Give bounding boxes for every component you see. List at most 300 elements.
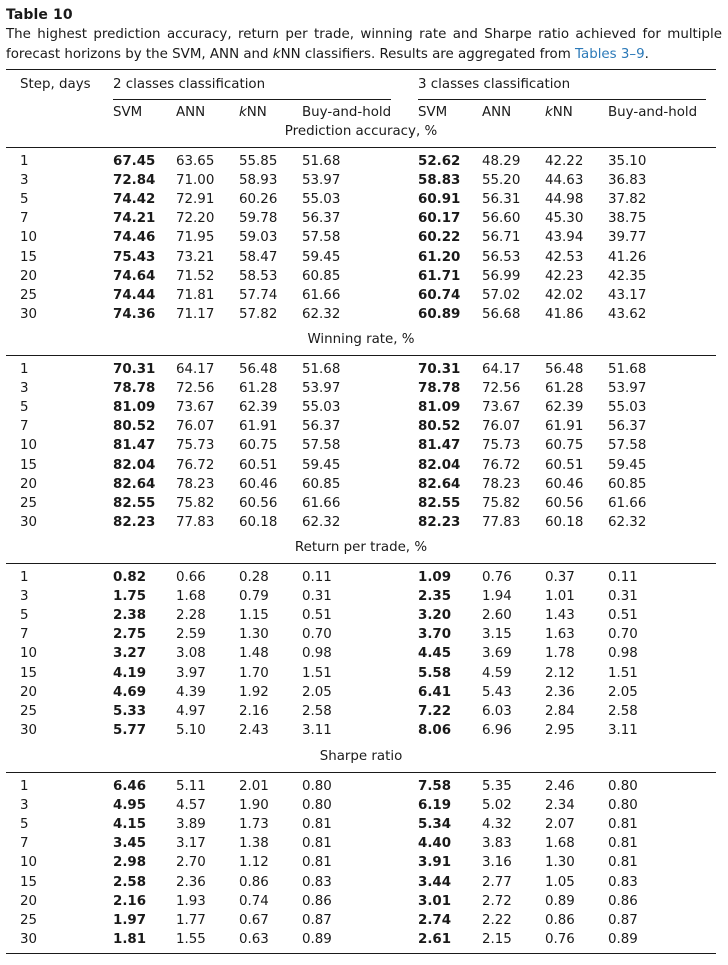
bottom-rule (6, 953, 716, 954)
value-cell: 3.01 (418, 893, 452, 909)
value-cell: 61.66 (608, 495, 647, 511)
group-3-classes: 3 classes classification (418, 77, 571, 92)
value-cell: 0.86 (608, 893, 638, 909)
value-cell: 2.28 (176, 608, 206, 624)
value-cell: 1.38 (239, 836, 269, 852)
value-cell: 62.32 (608, 514, 647, 530)
value-cell: 0.81 (302, 855, 332, 871)
value-cell: 2.16 (113, 893, 147, 909)
value-cell: 74.21 (113, 211, 156, 227)
value-cell: 6.19 (418, 798, 452, 814)
value-cell: 1.73 (239, 817, 269, 833)
value-cell: 41.86 (545, 306, 584, 322)
group-3-underline (418, 99, 706, 100)
value-cell: 64.17 (176, 362, 215, 377)
value-cell: 82.23 (418, 514, 461, 530)
value-cell: 60.22 (418, 230, 461, 246)
value-cell: 2.38 (113, 608, 147, 624)
value-cell: 2.59 (176, 627, 206, 643)
value-cell: 60.75 (239, 438, 278, 454)
column-header (239, 104, 267, 122)
value-cell: 75.73 (482, 438, 521, 454)
value-cell: 5.77 (113, 722, 147, 738)
value-cell: 59.45 (302, 249, 341, 265)
value-cell: 1.48 (239, 646, 269, 662)
value-cell: 2.61 (418, 931, 452, 947)
value-cell: 81.09 (418, 400, 461, 416)
value-cell: 2.16 (239, 703, 269, 719)
value-cell: 4.40 (418, 836, 452, 852)
value-cell: 75.82 (482, 495, 521, 511)
value-cell: 75.43 (113, 249, 156, 265)
value-cell: 2.01 (239, 779, 269, 794)
value-cell: 2.72 (482, 893, 512, 909)
step-cell: 10 (20, 646, 38, 662)
step-cell: 20 (20, 684, 38, 700)
value-cell: 51.68 (608, 362, 647, 377)
value-cell: 0.86 (545, 912, 575, 928)
value-cell: 1.81 (113, 931, 147, 947)
value-cell: 60.85 (302, 268, 341, 284)
value-cell: 56.37 (302, 211, 341, 227)
value-cell: 74.36 (113, 306, 156, 322)
value-cell: 2.60 (482, 608, 512, 624)
value-cell: 0.81 (302, 836, 332, 852)
value-cell: 4.57 (176, 798, 206, 814)
value-cell: 61.71 (418, 268, 461, 284)
value-cell: 2.77 (482, 874, 512, 890)
value-cell: 56.53 (482, 249, 521, 265)
value-cell: 5.02 (482, 798, 512, 814)
value-cell: 44.98 (545, 192, 584, 208)
value-cell: 5.35 (482, 779, 512, 794)
step-cell: 3 (20, 173, 29, 189)
caption-knn-k: k (272, 47, 281, 62)
value-cell: 70.31 (113, 362, 156, 377)
value-cell: 0.79 (239, 589, 269, 605)
value-cell: 76.72 (482, 457, 521, 473)
value-cell: 0.81 (302, 817, 332, 833)
value-cell: 43.94 (545, 230, 584, 246)
value-cell: 63.65 (176, 154, 215, 169)
value-cell: 82.55 (418, 495, 461, 511)
value-cell: 55.03 (608, 400, 647, 416)
value-cell: 1.93 (176, 893, 206, 909)
value-cell: 56.37 (608, 419, 647, 435)
value-cell: 3.91 (418, 855, 452, 871)
value-cell: 8.06 (418, 722, 452, 738)
value-cell: 81.47 (418, 438, 461, 454)
caption-end: . (644, 47, 649, 62)
value-cell: 60.56 (545, 495, 584, 511)
value-cell: 36.83 (608, 173, 647, 189)
value-cell: 55.03 (302, 400, 341, 416)
value-cell: 7.58 (418, 779, 452, 794)
value-cell: 60.26 (239, 192, 278, 208)
value-cell: 0.80 (302, 779, 332, 794)
value-cell: 2.84 (545, 703, 575, 719)
value-cell: 1.97 (113, 912, 147, 928)
value-cell: 43.62 (608, 306, 647, 322)
step-cell: 10 (20, 855, 38, 871)
value-cell: 3.20 (418, 608, 452, 624)
value-cell: 60.89 (418, 306, 461, 322)
table-caption (6, 25, 722, 65)
step-cell: 1 (20, 362, 29, 377)
value-cell: 60.18 (239, 514, 278, 530)
value-cell: 4.95 (113, 798, 147, 814)
column-header: Buy-and-hold (302, 105, 392, 120)
value-cell: 1.30 (545, 855, 575, 871)
value-cell: 42.35 (608, 268, 647, 284)
value-cell: 4.32 (482, 817, 512, 833)
section-title: Winning rate, % (307, 332, 415, 347)
step-cell: 25 (20, 495, 38, 511)
value-cell: 2.75 (113, 627, 147, 643)
value-cell: 2.58 (113, 874, 147, 890)
step-cell: 15 (20, 874, 38, 890)
value-cell: 3.15 (482, 627, 512, 643)
value-cell: 0.82 (113, 570, 147, 585)
value-cell: 4.39 (176, 684, 206, 700)
section-rule (6, 147, 716, 148)
value-cell: 0.86 (239, 874, 269, 890)
header-step: Step, days (20, 77, 91, 92)
value-cell: 77.83 (176, 514, 215, 530)
value-cell: 3.44 (418, 874, 452, 890)
value-cell: 62.32 (302, 306, 341, 322)
value-cell: 55.20 (482, 173, 521, 189)
value-cell: 0.89 (302, 931, 332, 947)
value-cell: 3.70 (418, 627, 452, 643)
value-cell: 0.81 (608, 817, 638, 833)
value-cell: 60.51 (545, 457, 584, 473)
value-cell: 3.16 (482, 855, 512, 871)
knn-k-letter: k (545, 105, 553, 120)
value-cell: 4.15 (113, 817, 147, 833)
value-cell: 0.83 (302, 874, 332, 890)
value-cell: 2.15 (482, 931, 512, 947)
value-cell: 0.51 (302, 608, 332, 624)
step-cell: 20 (20, 476, 38, 492)
value-cell: 5.34 (418, 817, 452, 833)
value-cell: 7.22 (418, 703, 452, 719)
value-cell: 3.45 (113, 836, 147, 852)
value-cell: 0.80 (302, 798, 332, 814)
value-cell: 2.05 (608, 684, 638, 700)
value-cell: 59.45 (302, 457, 341, 473)
step-cell: 1 (20, 570, 29, 585)
column-header: Buy-and-hold (608, 105, 698, 120)
value-cell: 78.78 (418, 381, 461, 397)
value-cell: 2.95 (545, 722, 575, 738)
value-cell: 81.47 (113, 438, 156, 454)
value-cell: 1.68 (176, 589, 206, 605)
value-cell: 1.01 (545, 589, 575, 605)
value-cell: 56.37 (302, 419, 341, 435)
value-cell: 1.12 (239, 855, 269, 871)
value-cell: 3.69 (482, 646, 512, 662)
value-cell: 61.91 (545, 419, 584, 435)
step-cell: 5 (20, 400, 29, 416)
value-cell: 0.51 (608, 608, 638, 624)
value-cell: 61.28 (239, 381, 278, 397)
step-cell: 3 (20, 589, 29, 605)
step-cell: 1 (20, 154, 29, 169)
value-cell: 56.31 (482, 192, 521, 208)
step-cell: 3 (20, 381, 29, 397)
value-cell: 4.69 (113, 684, 147, 700)
value-cell: 0.28 (239, 570, 269, 585)
value-cell: 2.58 (608, 703, 638, 719)
value-cell: 60.18 (545, 514, 584, 530)
value-cell: 56.60 (482, 211, 521, 227)
value-cell: 43.17 (608, 287, 647, 303)
value-cell: 6.96 (482, 722, 512, 738)
value-cell: 77.83 (482, 514, 521, 530)
value-cell: 0.87 (608, 912, 638, 928)
value-cell: 1.51 (302, 665, 332, 681)
value-cell: 42.53 (545, 249, 584, 265)
value-cell: 38.75 (608, 211, 647, 227)
value-cell: 58.53 (239, 268, 278, 284)
section-rule (6, 563, 716, 564)
section-rule (6, 772, 716, 773)
table-figure (6, 0, 722, 947)
value-cell: 57.58 (302, 438, 341, 454)
value-cell: 0.83 (608, 874, 638, 890)
value-cell: 2.12 (545, 665, 575, 681)
value-cell: 3.11 (608, 722, 638, 738)
value-cell: 3.11 (302, 722, 332, 738)
value-cell: 1.75 (113, 589, 147, 605)
value-cell: 78.23 (482, 476, 521, 492)
value-cell: 81.09 (113, 400, 156, 416)
value-cell: 48.29 (482, 154, 521, 169)
step-cell: 1 (20, 779, 29, 794)
value-cell: 74.42 (113, 192, 156, 208)
value-cell: 62.32 (302, 514, 341, 530)
value-cell: 61.66 (302, 287, 341, 303)
step-cell: 25 (20, 912, 38, 928)
value-cell: 72.56 (176, 381, 215, 397)
value-cell: 2.36 (176, 874, 206, 890)
value-cell: 60.46 (545, 476, 584, 492)
value-cell: 59.78 (239, 211, 278, 227)
step-cell: 25 (20, 703, 38, 719)
caption-table-link[interactable]: Tables 3–9 (575, 47, 645, 62)
value-cell: 1.77 (176, 912, 206, 928)
value-cell: 56.48 (545, 362, 584, 377)
caption-text: The highest prediction accuracy, return per trade, winning rate and Sharpe ratio achieved for multiple forecast horizons by the SVM, ANN and (6, 27, 722, 62)
value-cell: 74.46 (113, 230, 156, 246)
value-cell: 0.80 (608, 779, 638, 794)
value-cell: 3.08 (176, 646, 206, 662)
value-cell: 0.86 (302, 893, 332, 909)
value-cell: 82.04 (418, 457, 461, 473)
value-cell: 0.70 (302, 627, 332, 643)
value-cell: 1.09 (418, 570, 452, 585)
value-cell: 4.45 (418, 646, 452, 662)
step-cell: 7 (20, 627, 29, 643)
value-cell: 52.62 (418, 154, 461, 169)
value-cell: 56.71 (482, 230, 521, 246)
value-cell: 57.74 (239, 287, 278, 303)
value-cell: 0.87 (302, 912, 332, 928)
value-cell: 60.51 (239, 457, 278, 473)
value-cell: 71.52 (176, 268, 215, 284)
value-cell: 56.99 (482, 268, 521, 284)
step-cell: 5 (20, 608, 29, 624)
value-cell: 71.81 (176, 287, 215, 303)
section-rule (6, 355, 716, 356)
step-cell: 10 (20, 438, 38, 454)
value-cell: 2.05 (302, 684, 332, 700)
value-cell: 60.46 (239, 476, 278, 492)
value-cell: 0.31 (608, 589, 638, 605)
value-cell: 1.30 (239, 627, 269, 643)
value-cell: 82.64 (418, 476, 461, 492)
value-cell: 80.52 (113, 419, 156, 435)
value-cell: 59.03 (239, 230, 278, 246)
step-cell: 20 (20, 268, 38, 284)
value-cell: 3.97 (176, 665, 206, 681)
value-cell: 2.36 (545, 684, 575, 700)
value-cell: 2.07 (545, 817, 575, 833)
value-cell: 61.91 (239, 419, 278, 435)
value-cell: 1.92 (239, 684, 269, 700)
section-title: Sharpe ratio (319, 749, 403, 764)
value-cell: 2.46 (545, 779, 575, 794)
value-cell: 0.98 (302, 646, 332, 662)
value-cell: 0.81 (608, 836, 638, 852)
value-cell: 35.10 (608, 154, 647, 169)
top-rule (6, 69, 716, 70)
value-cell: 73.67 (176, 400, 215, 416)
value-cell: 67.45 (113, 154, 156, 169)
value-cell: 2.22 (482, 912, 512, 928)
value-cell: 0.11 (302, 570, 332, 585)
value-cell: 53.97 (302, 173, 341, 189)
step-cell: 7 (20, 836, 29, 852)
step-cell: 15 (20, 249, 38, 265)
group-2-classes: 2 classes classification (113, 77, 266, 92)
value-cell: 72.84 (113, 173, 156, 189)
value-cell: 6.46 (113, 779, 147, 794)
value-cell: 5.11 (176, 779, 206, 794)
value-cell: 60.85 (608, 476, 647, 492)
value-cell: 61.28 (545, 381, 584, 397)
column-header: SVM (418, 105, 448, 120)
value-cell: 1.70 (239, 665, 269, 681)
value-cell: 2.43 (239, 722, 269, 738)
value-cell: 56.48 (239, 362, 278, 377)
value-cell: 82.04 (113, 457, 156, 473)
caption-text-2: NN classifiers. Results are aggregated from (280, 47, 576, 62)
step-cell: 10 (20, 230, 38, 246)
value-cell: 4.59 (482, 665, 512, 681)
value-cell: 82.23 (113, 514, 156, 530)
value-cell: 0.70 (608, 627, 638, 643)
value-cell: 55.03 (302, 192, 341, 208)
value-cell: 1.78 (545, 646, 575, 662)
value-cell: 62.39 (239, 400, 278, 416)
column-header: ANN (176, 105, 206, 120)
knn-rest: NN (552, 105, 573, 120)
value-cell: 6.03 (482, 703, 512, 719)
value-cell: 4.97 (176, 703, 206, 719)
value-cell: 57.82 (239, 306, 278, 322)
value-cell: 0.89 (545, 893, 575, 909)
value-cell: 55.85 (239, 154, 278, 169)
value-cell: 58.93 (239, 173, 278, 189)
value-cell: 76.07 (482, 419, 521, 435)
section-title: Return per trade, % (294, 540, 428, 555)
value-cell: 44.63 (545, 173, 584, 189)
step-cell: 7 (20, 211, 29, 227)
value-cell: 4.19 (113, 665, 147, 681)
value-cell: 71.17 (176, 306, 215, 322)
value-cell: 75.82 (176, 495, 215, 511)
value-cell: 60.91 (418, 192, 461, 208)
value-cell: 1.05 (545, 874, 575, 890)
value-cell: 51.68 (302, 362, 341, 377)
step-cell: 30 (20, 514, 38, 530)
value-cell: 76.72 (176, 457, 215, 473)
value-cell: 0.11 (608, 570, 638, 585)
value-cell: 0.89 (608, 931, 638, 947)
group-2-underline (113, 99, 391, 100)
step-cell: 15 (20, 457, 38, 473)
value-cell: 60.75 (545, 438, 584, 454)
value-cell: 61.20 (418, 249, 461, 265)
value-cell: 0.98 (608, 646, 638, 662)
value-cell: 3.17 (176, 836, 206, 852)
step-cell: 7 (20, 419, 29, 435)
step-cell: 5 (20, 192, 29, 208)
value-cell: 41.26 (608, 249, 647, 265)
value-cell: 75.73 (176, 438, 215, 454)
value-cell: 3.89 (176, 817, 206, 833)
value-cell: 58.83 (418, 173, 461, 189)
value-cell: 2.98 (113, 855, 147, 871)
value-cell: 60.74 (418, 287, 461, 303)
value-cell: 62.39 (545, 400, 584, 416)
column-header (545, 104, 573, 122)
value-cell: 70.31 (418, 362, 461, 377)
column-header: SVM (113, 105, 143, 120)
value-cell: 2.74 (418, 912, 452, 928)
step-cell: 5 (20, 817, 29, 833)
step-cell: 30 (20, 722, 38, 738)
value-cell: 72.56 (482, 381, 521, 397)
value-cell: 1.43 (545, 608, 575, 624)
value-cell: 0.76 (482, 570, 512, 585)
value-cell: 0.63 (239, 931, 269, 947)
value-cell: 6.41 (418, 684, 452, 700)
table-label: Table 10 (6, 7, 73, 23)
value-cell: 3.83 (482, 836, 512, 852)
value-cell: 74.64 (113, 268, 156, 284)
step-cell: 20 (20, 893, 38, 909)
value-cell: 73.21 (176, 249, 215, 265)
value-cell: 0.67 (239, 912, 269, 928)
value-cell: 0.66 (176, 570, 206, 585)
value-cell: 0.81 (608, 855, 638, 871)
value-cell: 71.00 (176, 173, 215, 189)
value-cell: 60.17 (418, 211, 461, 227)
section-title: Prediction accuracy, % (284, 124, 438, 139)
